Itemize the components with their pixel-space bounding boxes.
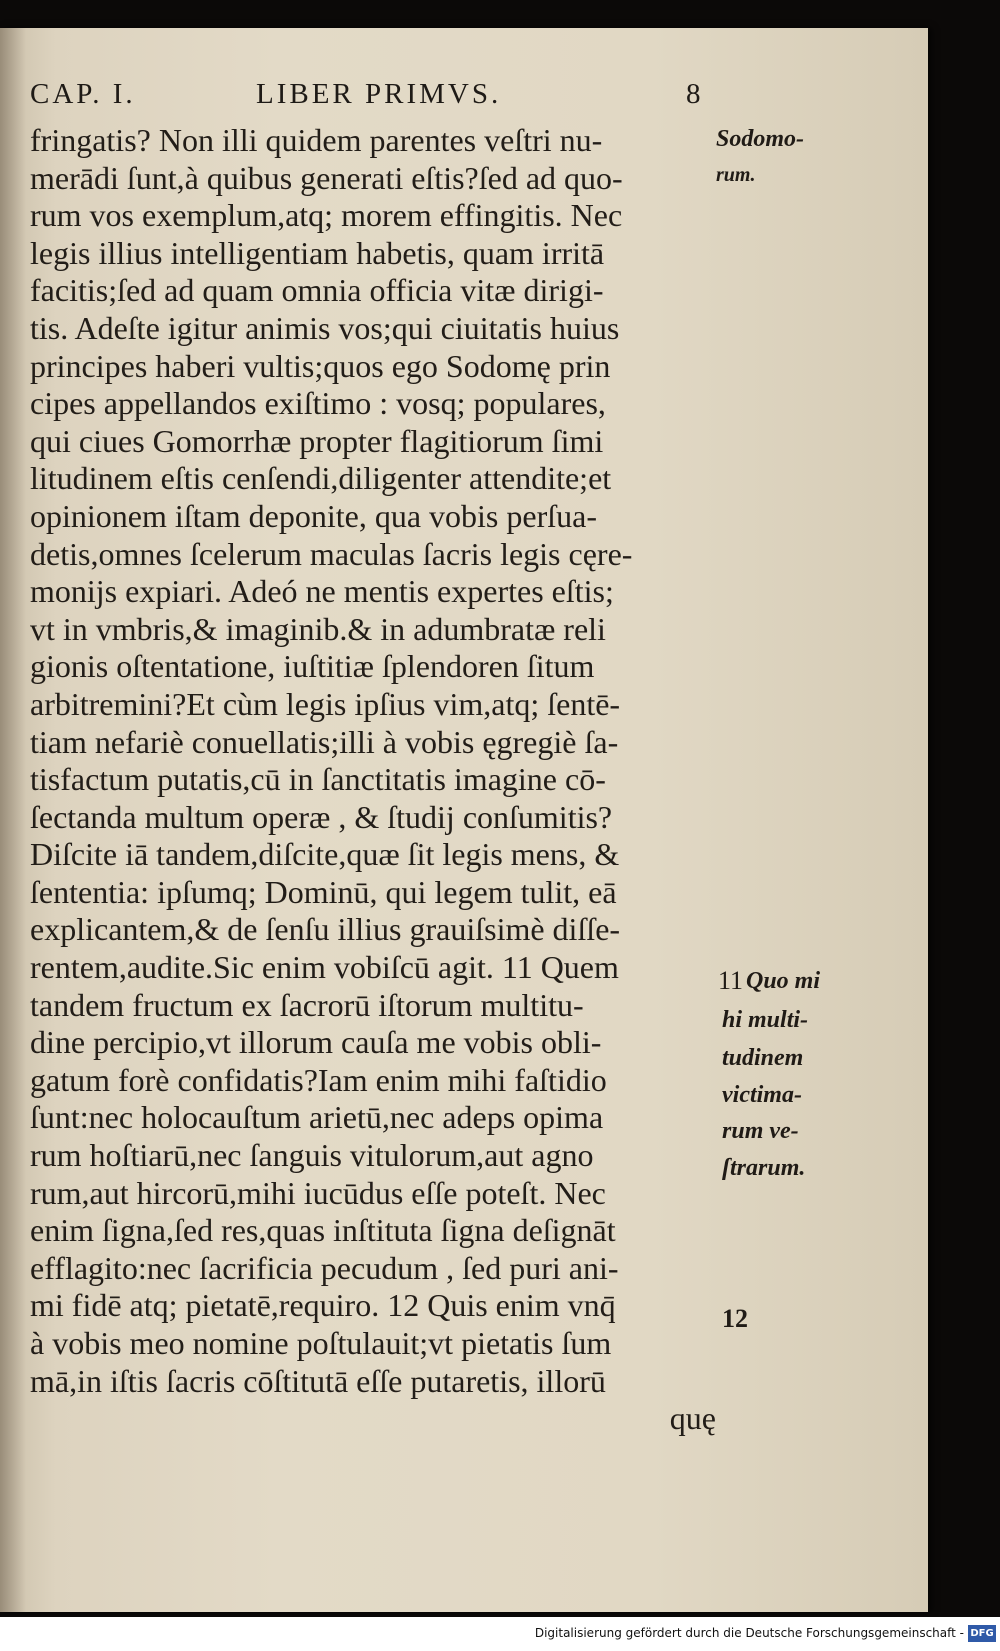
margin-note: ſtrarum. xyxy=(722,1155,806,1181)
running-head xyxy=(30,78,710,118)
text-line: enim ſigna,ſed res,quas inſtituta ſigna deſignāt xyxy=(30,1212,616,1249)
text-line: qui ciues Gomorrhæ propter flagitiorum ſimi xyxy=(30,422,604,459)
text-line: tiam nefariè conuellatis;illi à vobis ęgregiè ſa- xyxy=(30,723,619,760)
text-line: tandem fructum ex ſacrorū iſtorum multitu- xyxy=(30,986,584,1023)
text-line: ſectanda multum operæ , & ſtudij conſumitis? xyxy=(30,798,613,835)
text-line: monijs expiari. Adeó ne mentis expertes eſtis; xyxy=(30,573,614,610)
text-line: detis,omnes ſcelerum maculas ſacris legis cęre- xyxy=(30,535,633,572)
text-line: à vobis meo nomine poſtulauit;vt pietatis ſum xyxy=(30,1325,612,1361)
text-line: legis illius intelligentiam habetis, quam irritā xyxy=(30,234,605,271)
catchword: quę xyxy=(669,1400,716,1437)
text-line: efflagito:nec ſacrificia pecudum , ſed puri ani- xyxy=(30,1249,619,1286)
margin-verse-number: 12 xyxy=(722,1304,748,1333)
text-line: facitis;ſed ad quam omnia officia vitæ dirigi- xyxy=(30,272,604,309)
text-line: tisfactum putatis,cū in ſanctitatis imagine cō- xyxy=(30,761,606,798)
page-number: 8 xyxy=(686,78,704,110)
text-line: ſententia: ipſumq; Dominū, qui legem tulit, eā xyxy=(30,873,617,910)
margin-note: tudinem xyxy=(722,1045,804,1071)
chapter-label: CAP. I. xyxy=(30,78,136,110)
text-line: rum,aut hircorū,mihi iucūdus eſſe poteſt. Nec xyxy=(30,1174,606,1211)
text-line: tis. Adeſte igitur animis vos;qui ciuitatis huius xyxy=(30,309,620,346)
text-line: arbitremini?Et cùm legis ipſius vim,atq; ſentē- xyxy=(30,685,621,722)
book-title: LIBER PRIMVS. xyxy=(256,78,502,110)
text-line: rentem,audite.Sic enim vobiſcū agit. 11 Quem xyxy=(30,949,619,986)
text-line: gatum forè confidatis?Iam enim mihi faſtidio xyxy=(30,1061,607,1098)
book-page xyxy=(0,28,928,1612)
text-line: mi fidē atq; pietatē,requiro. 12 Quis enim vnq̄ xyxy=(30,1287,616,1324)
margin-verse-number: 11 xyxy=(718,966,744,995)
margin-note: hi multi- xyxy=(722,1007,809,1033)
margin-note: rum. xyxy=(716,164,756,186)
text-line: merādi ſunt,à quibus generati eſtis?ſed ad quo- xyxy=(30,159,623,196)
body-text xyxy=(30,122,720,1438)
text-line: rum hoſtiarū,nec ſanguis vitulorum,aut agno xyxy=(30,1137,594,1174)
text-line: gionis oſtentatione, iuſtitiæ ſplendoren ſitum xyxy=(30,648,595,685)
text-line: cipes appellandos exiſtimo : vosq; populares, xyxy=(30,385,606,422)
text-line: principes haberi vultis;quos ego Sodomę prin xyxy=(30,347,611,384)
text-line: fringatis? Non illi quidem parentes veſtri nu- xyxy=(30,122,603,158)
text-line: ſunt:nec holocauſtum arietū,nec adeps opima xyxy=(30,1099,604,1136)
margin-note: Sodomo- xyxy=(716,126,805,152)
text-line: Diſcite iā tandem,diſcite,quæ ſit legis mens, & xyxy=(30,836,620,873)
text-line: vt in vmbris,& imaginib.& in adumbratæ reli xyxy=(30,610,606,647)
funding-credit: Digitalisierung gefördert durch die Deutsche Forschungsgemeinschaft - xyxy=(534,1626,964,1640)
margin-note: rum ve- xyxy=(722,1118,799,1144)
text-line: opinionem iſtam deponite, qua vobis perſua- xyxy=(30,497,597,534)
margin-note: Quo mi xyxy=(746,968,821,994)
dfg-logo: DFG xyxy=(968,1625,996,1642)
digitization-footer xyxy=(0,1617,1000,1651)
text-line: explicantem,& de ſenſu illius grauiſsimè diſſe- xyxy=(30,911,621,948)
text-line: mā,in iſtis ſacris cōſtitutā eſſe putaretis, illorū xyxy=(30,1362,606,1399)
text-line: dine percipio,vt illorum cauſa me vobis obli- xyxy=(30,1024,602,1061)
text-line: rum vos exemplum,atq; morem effingitis. Nec xyxy=(30,197,623,234)
margin-note: victima- xyxy=(722,1082,802,1108)
text-line: litudinem eſtis cenſendi,diligenter attendite;et xyxy=(30,460,612,497)
